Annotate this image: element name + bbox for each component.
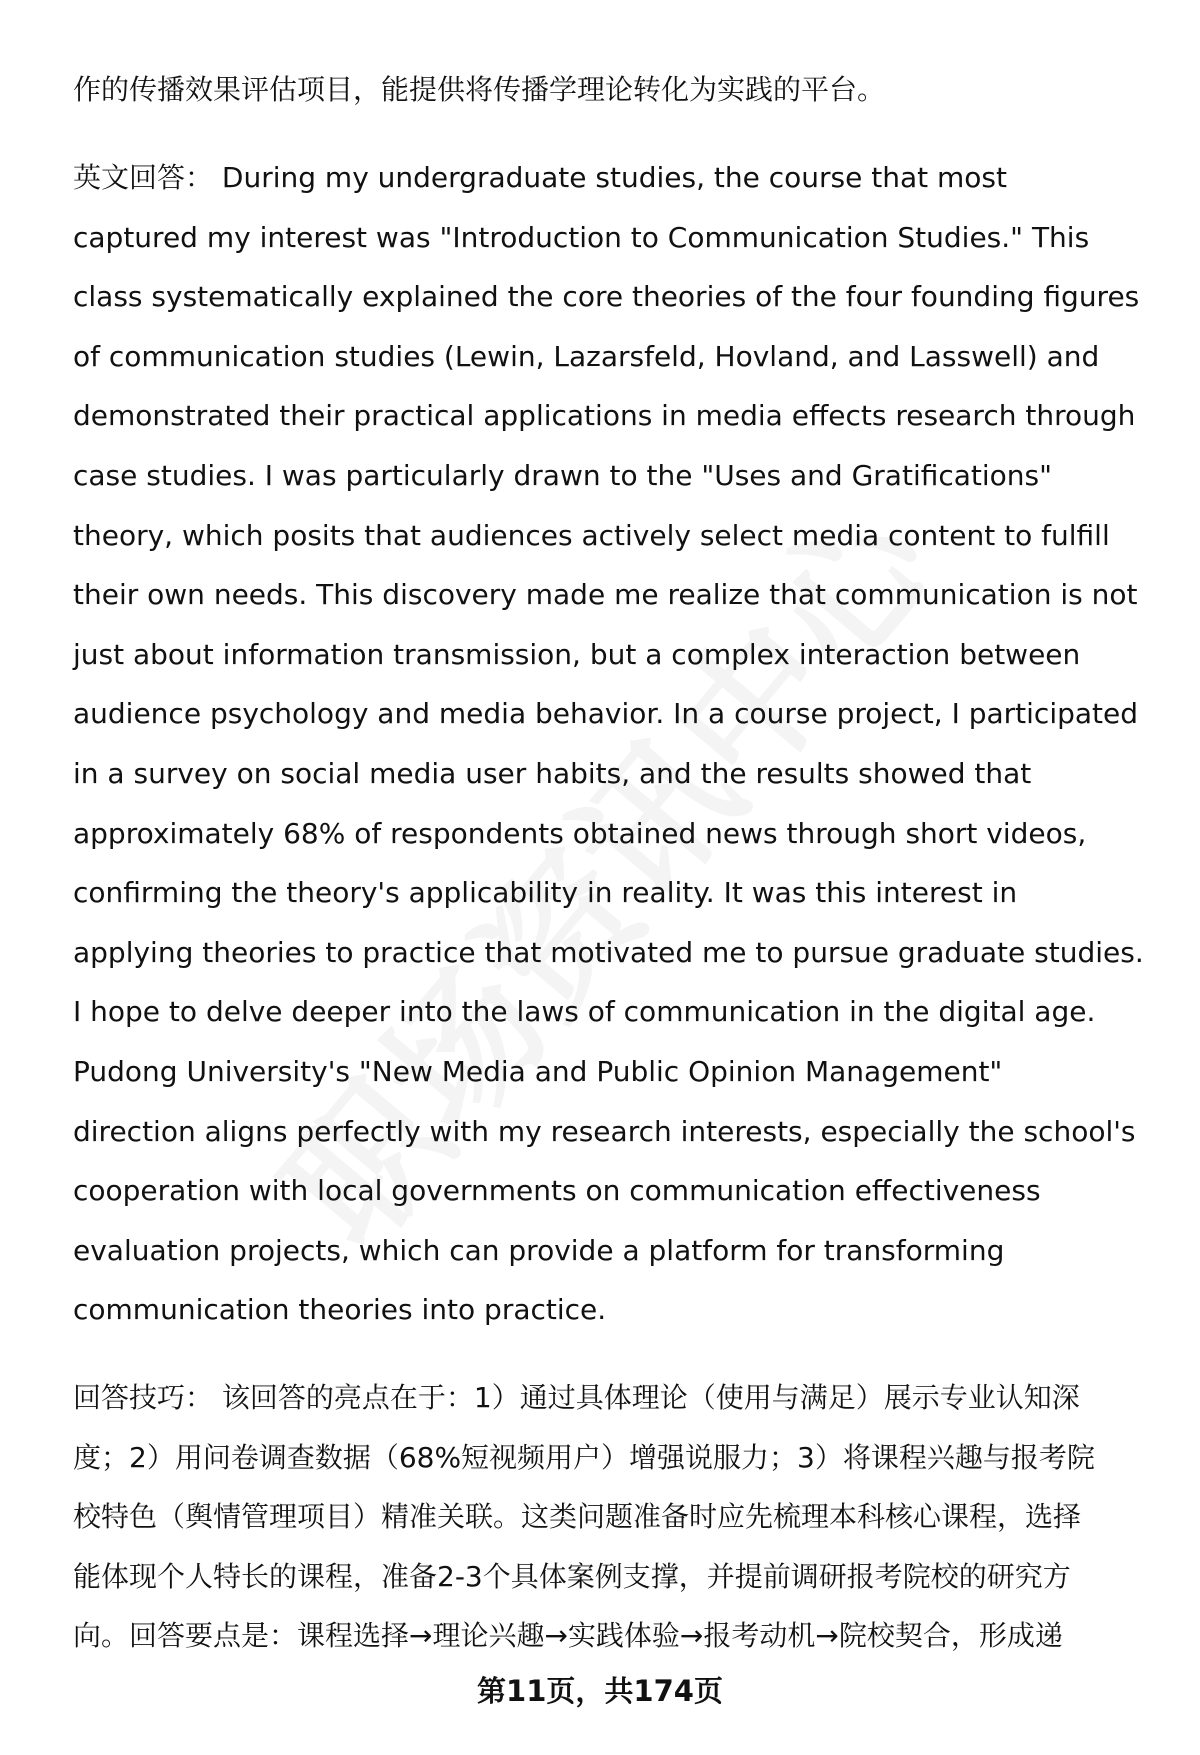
paragraph-line: confirming the theory's applicability in reality. It was this interest in: [73, 876, 1018, 910]
paragraph-line: 度；2）用问卷调查数据（68%短视频用户）增强说服力；3）将课程兴趣与报考院: [73, 1440, 1095, 1474]
paragraph-line: 英文回答： During my undergraduate studies, the course that most: [73, 161, 1007, 194]
paragraph-line: audience psychology and media behavior. In a course project, I participated: [73, 697, 1139, 731]
paragraph-line: I hope to delve deeper into the laws of communication in the digital age.: [73, 995, 1096, 1029]
paragraph-line: communication theories into practice.: [73, 1293, 607, 1327]
paragraph-line: 回答技巧： 该回答的亮点在于：1）通过具体理论（使用与满足）展示专业认知深: [73, 1381, 1080, 1414]
paragraph-line: demonstrated their practical applications in media effects research through: [73, 399, 1136, 433]
paragraph-line: their own needs. This discovery made me realize that communication is not: [73, 578, 1138, 612]
paragraph-line: cooperation with local governments on communication effectiveness: [73, 1174, 1041, 1208]
paragraph-line: direction aligns perfectly with my research interests, especially the school's: [73, 1114, 1136, 1148]
paragraph-line: 校特色（舆情管理项目）精准关联。这类问题准备时应先梳理本科核心课程，选择: [73, 1500, 1082, 1534]
paragraph-line: just about information transmission, but a complex interaction between: [73, 637, 1081, 671]
paragraph-line: in a survey on social media user habits, and the results showed that: [73, 756, 1032, 790]
paragraph-line: evaluation projects, which can provide a platform for transforming: [73, 1233, 1005, 1267]
paragraph-line: Pudong University's "New Media and Public Opinion Management": [73, 1054, 1003, 1088]
page-number: 第11页，共174页: [477, 1674, 723, 1708]
intro-paragraph: [73, 60, 1153, 120]
paragraph-line: of communication studies (Lewin, Lazarsfeld, Hovland, and Lasswell) and: [73, 339, 1100, 373]
answer-tips-paragraph: [73, 1368, 1153, 1666]
paragraph-line: applying theories to practice that motivated me to pursue graduate studies.: [73, 935, 1144, 969]
paragraph-line: captured my interest was "Introduction to Communication Studies." This: [73, 220, 1090, 254]
paragraph-line: 作的传播效果评估项目，能提供将传播学理论转化为实践的平台。: [73, 73, 886, 106]
paragraph-line: 能体现个人特长的课程，准备2-3个具体案例支撑，并提前调研报考院校的研究方: [73, 1559, 1071, 1593]
paragraph-line: case studies. I was particularly drawn to the "Uses and Gratifications": [73, 458, 1053, 492]
paragraph-line: approximately 68% of respondents obtained news through short videos,: [73, 816, 1087, 850]
paragraph-line: theory, which posits that audiences actively select media content to fulfill: [73, 518, 1110, 552]
english-answer-paragraph: [73, 148, 1153, 1340]
paragraph-line: 向。回答要点是：课程选择→理论兴趣→实践体验→报考动机→院校契合，形成递: [73, 1619, 1063, 1653]
paragraph-line: class systematically explained the core theories of the four founding figures: [73, 280, 1140, 314]
